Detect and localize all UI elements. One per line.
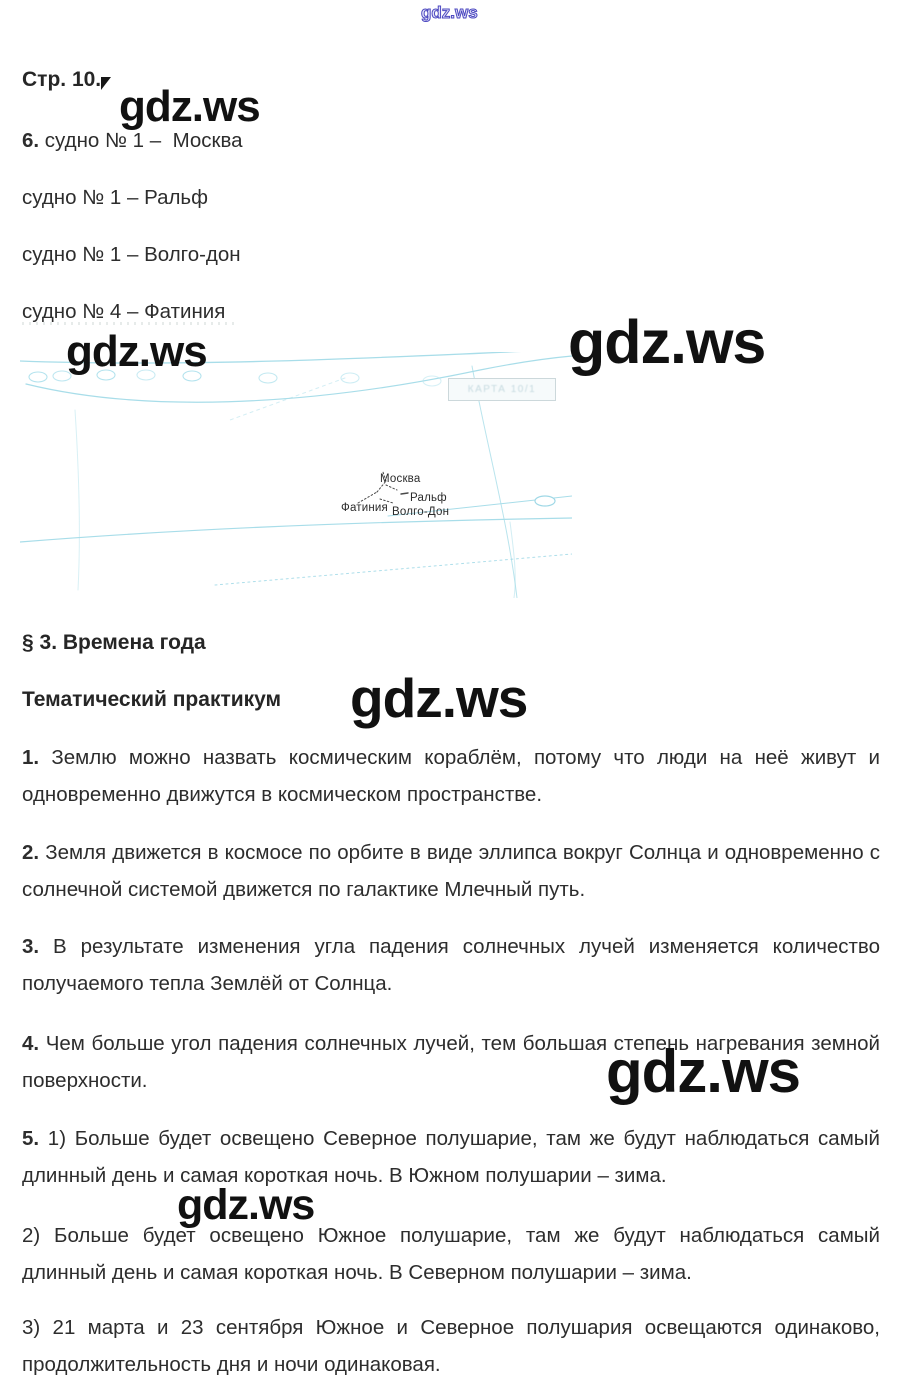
map-label-ralf: Ральф: [410, 492, 447, 504]
paragraph-text: Землю можно назвать космическим кораблём, потому что люди на неё живут и одновременно движутся в космическом пространстве.: [22, 746, 880, 806]
paragraph-number: 4.: [22, 1032, 46, 1055]
map-label-moskva: Москва: [380, 473, 421, 485]
watermark: gdz.ws: [568, 308, 766, 376]
site-watermark-top: gdz.ws: [421, 3, 478, 22]
answer-text: судно № 1 – Волго-дон: [22, 243, 241, 266]
answer-text: судно № 1 – Ральф: [22, 186, 208, 209]
map-label-fatiniya: Фатиния: [341, 502, 388, 514]
paragraph-text: 2) Больше будет освещено Южное полушарие, там же будут наблюдаться самый длинный день и самая короткая ночь. В Северном полушарии – зима.: [22, 1224, 880, 1284]
paragraph-3: [22, 928, 880, 1002]
map-stamp-box: [448, 378, 556, 401]
map-label-volgodon: Волго-Дон: [392, 506, 450, 518]
paragraph-5-3: [22, 1309, 880, 1383]
answer-text: судно № 4 – Фатиния: [22, 300, 226, 323]
answer-number: 6.: [22, 129, 45, 152]
print-artifact: [101, 77, 111, 90]
scan-artifact-dots: [22, 322, 234, 325]
watermark: gdz.ws: [66, 327, 207, 376]
answer-line-ship-3: [22, 242, 241, 268]
paragraph-5-2: [22, 1217, 880, 1291]
watermark: gdz.ws: [350, 667, 528, 729]
paragraph-number: 2.: [22, 841, 46, 864]
page-title: Стр. 10.: [22, 68, 102, 91]
nautical-chart-image: [20, 352, 572, 598]
answer-text: судно № 1 – Москва: [44, 129, 243, 152]
paragraph-number: 5.: [22, 1127, 48, 1150]
paragraph-2: [22, 834, 880, 908]
map-stamp-text: КАРТА 10/1: [467, 384, 537, 395]
answer-line-ship-1: [22, 128, 243, 154]
subsection-title: Тематический практикум: [22, 688, 282, 711]
paragraph-5: [22, 1120, 880, 1194]
answer-line-ship-2: [22, 185, 208, 211]
paragraph-text: Земля движется в космосе по орбите в виде эллипса вокруг Солнца и одновременно с солнечной системой движется по галактике Млечный путь.: [22, 841, 880, 901]
watermark: gdz.ws: [177, 1181, 315, 1229]
paragraph-number: 3.: [22, 935, 54, 958]
paragraph-1: [22, 739, 880, 813]
paragraph-text: 3) 21 марта и 23 сентября Южное и Северное полушария освещаются одинаково, продолжительность дня и ночи одинаковая.: [22, 1316, 880, 1376]
paragraph-text: Чем больше угол падения солнечных лучей, тем большая степень нагревания земной поверхности.: [22, 1032, 880, 1092]
paragraph-number: 1.: [22, 746, 52, 769]
watermark: gdz.ws: [606, 1038, 801, 1105]
watermark: gdz.ws: [119, 82, 260, 131]
paragraph-text: 1) Больше будет освещено Северное полушарие, там же будут наблюдаться самый длинный день и самая короткая ночь. В Южном полушарии – зима.: [22, 1127, 880, 1187]
paragraph-text: В результате изменения угла падения солнечных лучей изменяется количество получаемого тепла Землёй от Солнца.: [22, 935, 880, 995]
section-title: § 3. Времена года: [22, 631, 206, 654]
